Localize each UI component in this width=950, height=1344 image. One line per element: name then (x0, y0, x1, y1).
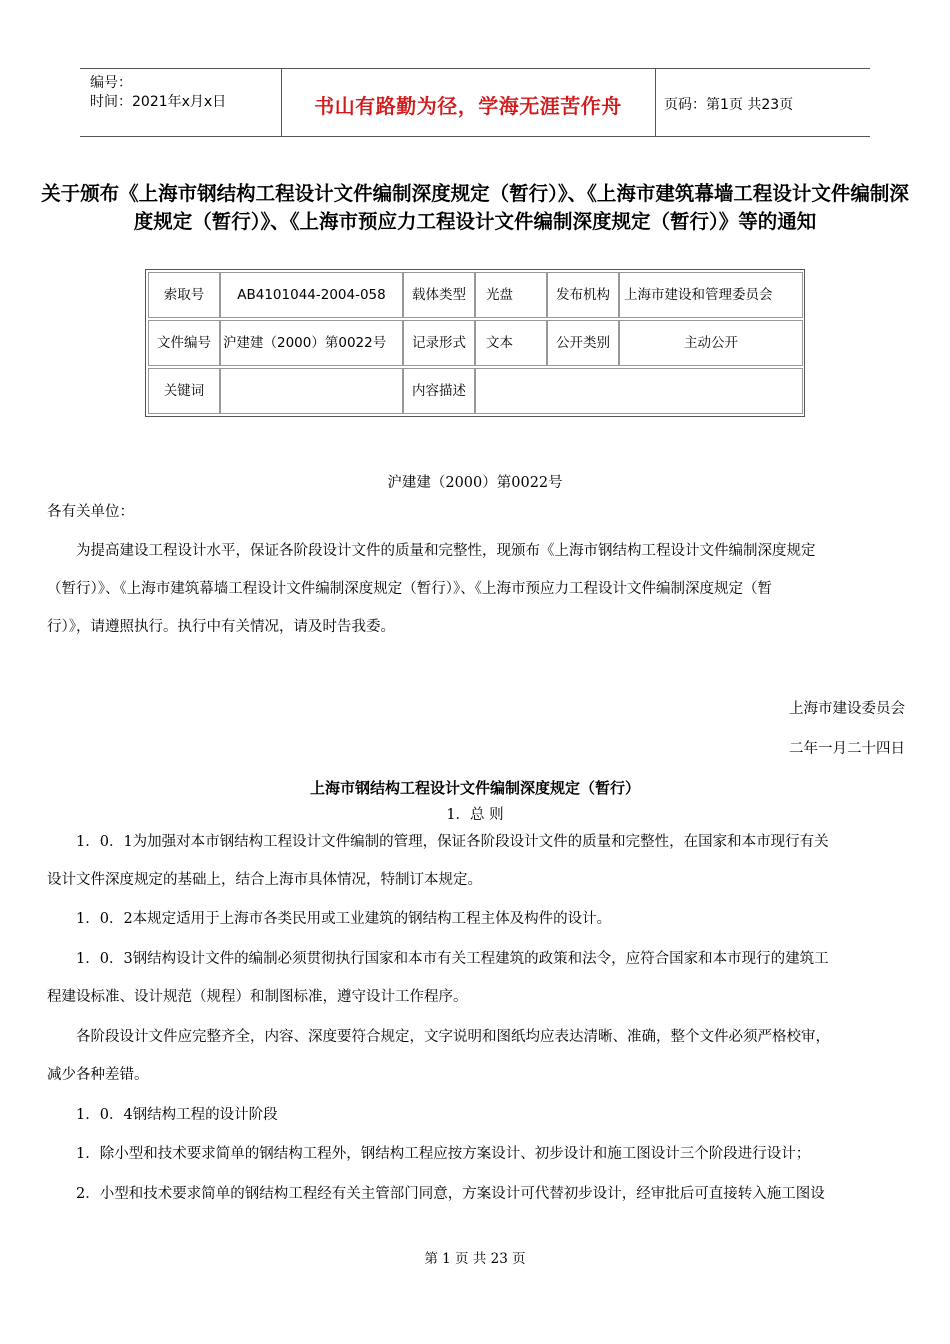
list-item-1: 1．除小型和技术要求简单的钢结构工程外，钢结构工程应按方案设计、初步设计和施工图设计三个阶段进行设计； (76, 1146, 811, 1162)
carrier-label: 载体类型 (403, 272, 475, 318)
public-value: 主动公开 (619, 320, 803, 366)
page-footer: 第 1 页 共 23 页 (424, 1251, 526, 1267)
keyword-value (220, 368, 403, 414)
code-label: 编号： (90, 75, 132, 91)
clause-1-0-3b-line-1: 各阶段设计文件应完整齐全，内容、深度要符合规定，文字说明和图纸均应表达清晰、准确，整个文件必须严格校审， (76, 1029, 830, 1045)
clause-1-0-3-line-1: 1．0．3钢结构设计文件的编制必须贯彻执行国家和本市有关工程建筑的政策和法令，应符合国家和本市现行的建筑工 (76, 951, 829, 967)
index-value: AB4101044-2004-058 (220, 272, 403, 318)
list-item-2: 2．小型和技术要求简单的钢结构工程经有关主管部门同意，方案设计可代替初步设计，经审批后可直接转入施工图设 (76, 1186, 825, 1202)
carrier-value: 光盘 (475, 272, 547, 318)
header-bottom-rule (80, 136, 870, 137)
document-title: 关于颁布《上海市钢结构工程设计文件编制深度规定（暂行）》、《上海市建筑幕墙工程设计文件编制深度规定（暂行）》、《上海市预应力工程设计文件编制深度规定（暂行）》等的通知 (41, 182, 909, 233)
desc-value (475, 368, 803, 414)
header-divider-2 (655, 68, 656, 136)
metadata-table (145, 269, 805, 417)
clause-1-0-3b-line-2: 减少各种差错。 (47, 1067, 149, 1083)
doc-number: 沪建建（2000）第0022号 (387, 475, 563, 491)
time-label: 时间：2021年x月x日 (90, 94, 227, 110)
intro-line-2: （暂行）》、《上海市建筑幕墙工程设计文件编制深度规定（暂行）》、《上海市预应力工程设计文件编制深度规定（暂 (47, 581, 772, 597)
file-no-label: 文件编号 (148, 320, 220, 366)
index-label: 索取号 (148, 272, 220, 318)
clause-1-0-4: 1．0．4钢结构工程的设计阶段 (76, 1107, 278, 1123)
page-info: 页码：第1页 共23页 (664, 97, 794, 113)
clause-1-0-2: 1．0．2本规定适用于上海市各类民用或工业建筑的钢结构工程主体及构件的设计。 (76, 911, 612, 927)
intro-line-3: 行）》，请遵照执行。执行中有关情况，请及时告我委。 (47, 619, 395, 635)
section-heading: 1．总 则 (446, 807, 504, 823)
header-top-rule (80, 68, 870, 69)
signer: 上海市建设委员会 (789, 701, 905, 717)
record-value: 文本 (475, 320, 547, 366)
file-no-value: 沪建建（2000）第0022号 (220, 320, 403, 366)
clause-1-0-3-line-2: 程建设标准、设计规范（规程）和制图标准，遵守设计工作程序。 (47, 989, 468, 1005)
record-label: 记录形式 (403, 320, 475, 366)
publisher-value: 上海市建设和管理委员会 (619, 272, 803, 318)
clause-1-0-1-line-2: 设计文件深度规定的基础上，结合上海市具体情况，特制订本规定。 (47, 872, 482, 888)
intro-line-1: 为提高建设工程设计水平，保证各阶段设计文件的质量和完整性，现颁布《上海市钢结构工程设计文件编制深度规定 (76, 543, 816, 559)
desc-label: 内容描述 (403, 368, 475, 414)
public-label: 公开类别 (547, 320, 619, 366)
regulation-title: 上海市钢结构工程设计文件编制深度规定（暂行） (309, 779, 640, 797)
sign-date: 二年一月二十四日 (789, 741, 905, 757)
keyword-label: 关键词 (148, 368, 220, 414)
salutation: 各有关单位： (47, 504, 134, 520)
publisher-label: 发布机构 (547, 272, 619, 318)
clause-1-0-1-line-1: 1．0．1为加强对本市钢结构工程设计文件编制的管理，保证各阶段设计文件的质量和完整性，在国家和本市现行有关 (76, 834, 829, 850)
motto: 书山有路勤为径，学海无涯苦作舟 (314, 94, 622, 118)
